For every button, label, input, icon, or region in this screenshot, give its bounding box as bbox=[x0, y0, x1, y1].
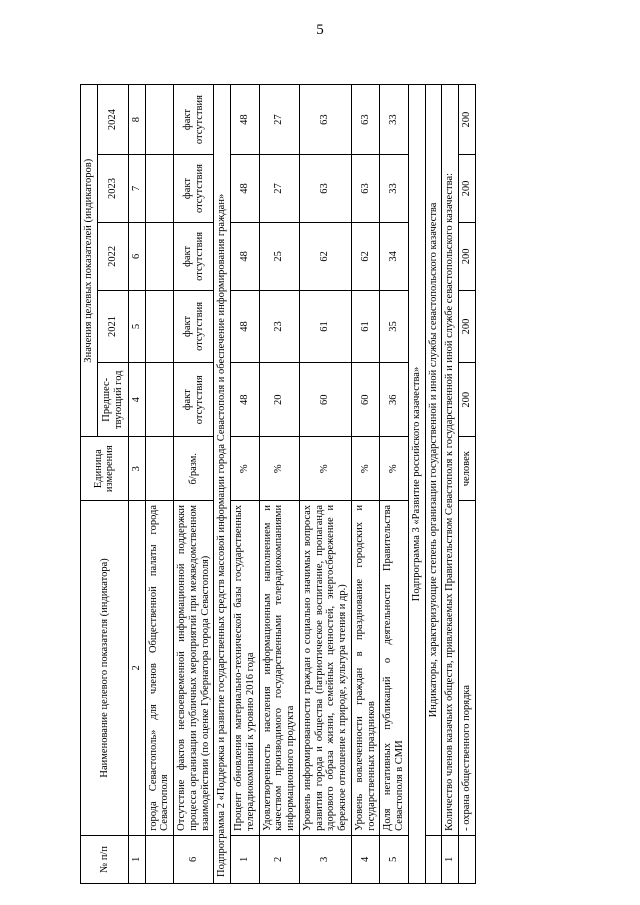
row-2024: 200 bbox=[459, 85, 476, 155]
row-2023 bbox=[145, 155, 174, 223]
row-2024: факт отсутствия bbox=[174, 85, 214, 155]
row-num: 1 bbox=[231, 835, 260, 883]
table-row bbox=[351, 85, 380, 884]
row-2021: факт отсутствия bbox=[174, 290, 214, 362]
row-prev: 60 bbox=[351, 363, 380, 437]
row-2024: 33 bbox=[380, 85, 409, 155]
row-2024: 63 bbox=[299, 85, 351, 155]
row-2021: 61 bbox=[299, 290, 351, 362]
row-prev: 20 bbox=[259, 363, 299, 437]
row-2022: 200 bbox=[459, 222, 476, 290]
row-name: Уровень вовлеченности граждан в празднование городских и государственных праздников bbox=[351, 500, 380, 835]
table-row bbox=[145, 85, 174, 884]
row-unit: % bbox=[380, 437, 409, 500]
row-2022: 62 bbox=[299, 222, 351, 290]
row-num: 3 bbox=[299, 835, 351, 883]
header-values-group: Значения целевых показателей (индикаторов) bbox=[81, 85, 98, 437]
header-row-1 bbox=[81, 85, 98, 884]
header-name: Наименование целевого показателя (индикатора) bbox=[81, 500, 129, 835]
subprogram-2-title: Подпрограмма 2 «Поддержка и развитие государственных средств массовой информации города Севастополя и обеспечение информирования граждан» bbox=[214, 85, 231, 884]
header-num: № п/п bbox=[81, 835, 129, 883]
table-row bbox=[299, 85, 351, 884]
row-num: 1 bbox=[442, 835, 459, 883]
row-prev: 60 bbox=[299, 363, 351, 437]
row-2021: 35 bbox=[380, 290, 409, 362]
row-2023: 63 bbox=[299, 155, 351, 223]
row-prev: 48 bbox=[231, 363, 260, 437]
row-unit: % bbox=[351, 437, 380, 500]
header-2023: 2023 bbox=[97, 155, 128, 223]
table-row bbox=[174, 85, 214, 884]
colnum-2: 2 bbox=[128, 500, 145, 835]
header-2021: 2021 bbox=[97, 290, 128, 362]
row-2023: 63 bbox=[351, 155, 380, 223]
header-2022: 2022 bbox=[97, 222, 128, 290]
colnum-3: 3 bbox=[128, 437, 145, 500]
row-prev bbox=[145, 363, 174, 437]
row-name: города Севастополь» для членов Общественной палаты города Севастополя bbox=[145, 500, 174, 835]
row-2023: 27 bbox=[259, 155, 299, 223]
row-unit: б/разм. bbox=[174, 437, 214, 500]
table-row bbox=[442, 85, 459, 884]
colnum-7: 7 bbox=[128, 155, 145, 223]
indicators-heading-row bbox=[425, 85, 442, 884]
row-2024: 63 bbox=[351, 85, 380, 155]
row-prev: 200 bbox=[459, 363, 476, 437]
colnum-8: 8 bbox=[128, 85, 145, 155]
colnum-6: 6 bbox=[128, 222, 145, 290]
row-name: Процент обновления материально-технической базы государственных телерадиокомпаний к уровню 2016 года bbox=[231, 500, 260, 835]
row-2021: 23 bbox=[259, 290, 299, 362]
header-unit: Единица измерения bbox=[81, 437, 129, 500]
row-2023: 48 bbox=[231, 155, 260, 223]
row-2021: 200 bbox=[459, 290, 476, 362]
header-2024: 2024 bbox=[97, 85, 128, 155]
row-prev: факт отсутствия bbox=[174, 363, 214, 437]
table-row bbox=[459, 85, 476, 884]
row-unit: % bbox=[231, 437, 260, 500]
row-num bbox=[459, 835, 476, 883]
row-name: Отсутствие фактов несвоевременной информационной поддержки процесса организации публичных мероприятий при межведомственном взаимодействии (по оценке Губернатора города Севастополя) bbox=[174, 500, 214, 835]
row-2022: факт отсутствия bbox=[174, 222, 214, 290]
row-2022: 48 bbox=[231, 222, 260, 290]
row-unit: % bbox=[299, 437, 351, 500]
table-row bbox=[380, 85, 409, 884]
row-name: Количество членов казачьих обществ, привлекаемых Правительством Севастополя к государственной и иной службе севастопольского казачества: bbox=[442, 85, 459, 836]
row-unit: % bbox=[259, 437, 299, 500]
indicators-heading: Индикаторы, характеризующие степень организации государственной и иной службы севастопольского казачества bbox=[425, 85, 442, 836]
row-name: - охрана общественного порядка bbox=[459, 500, 476, 835]
subprogram-3-title: Подпрограмма 3 «Развитие российского казачества» bbox=[408, 85, 425, 884]
row-name: Доля негативных публикаций о деятельности Правительства Севастополя в СМИ bbox=[380, 500, 409, 835]
row-name: Удовлетворенность населения информационным наполнением и качеством производимого государственными телерадиокомпаниями информационного продукта bbox=[259, 500, 299, 835]
table-area bbox=[80, 84, 615, 884]
row-unit: человек bbox=[459, 437, 476, 500]
column-number-row bbox=[128, 85, 145, 884]
row-2023: 33 bbox=[380, 155, 409, 223]
colnum-4: 4 bbox=[128, 363, 145, 437]
row-2022: 34 bbox=[380, 222, 409, 290]
indicators-table bbox=[80, 84, 476, 884]
row-num: 6 bbox=[174, 835, 214, 883]
subprogram-2-row bbox=[214, 85, 231, 884]
row-num bbox=[145, 835, 174, 883]
row-2021 bbox=[145, 290, 174, 362]
colnum-5: 5 bbox=[128, 290, 145, 362]
row-2021: 61 bbox=[351, 290, 380, 362]
row-2022 bbox=[145, 222, 174, 290]
row-2021: 48 bbox=[231, 290, 260, 362]
row-num: 2 bbox=[259, 835, 299, 883]
colnum-1: 1 bbox=[128, 835, 145, 883]
row-2022: 62 bbox=[351, 222, 380, 290]
row-unit bbox=[145, 437, 174, 500]
table-row bbox=[259, 85, 299, 884]
row-2024: 27 bbox=[259, 85, 299, 155]
table-row bbox=[231, 85, 260, 884]
row-num: 4 bbox=[351, 835, 380, 883]
rotated-table-container bbox=[80, 84, 615, 884]
row-name: Уровень информированности граждан о социально значимых вопросах развития города и общества (патриотическое воспитание, пропаганда здорового образа жизни, семейных ценностей, энергосбережение и бережное отношение к природе, культура чтения и др.) bbox=[299, 500, 351, 835]
row-2024 bbox=[145, 85, 174, 155]
row-prev: 36 bbox=[380, 363, 409, 437]
row-num: 5 bbox=[380, 835, 409, 883]
row-2024: 48 bbox=[231, 85, 260, 155]
row-2023: факт отсутствия bbox=[174, 155, 214, 223]
row-2022: 25 bbox=[259, 222, 299, 290]
row-2023: 200 bbox=[459, 155, 476, 223]
page-number: 5 bbox=[316, 22, 324, 38]
header-prev-year: Предшес-твующий год bbox=[97, 363, 128, 437]
indicators-heading-num bbox=[425, 835, 442, 883]
subprogram-3-row bbox=[408, 85, 425, 884]
